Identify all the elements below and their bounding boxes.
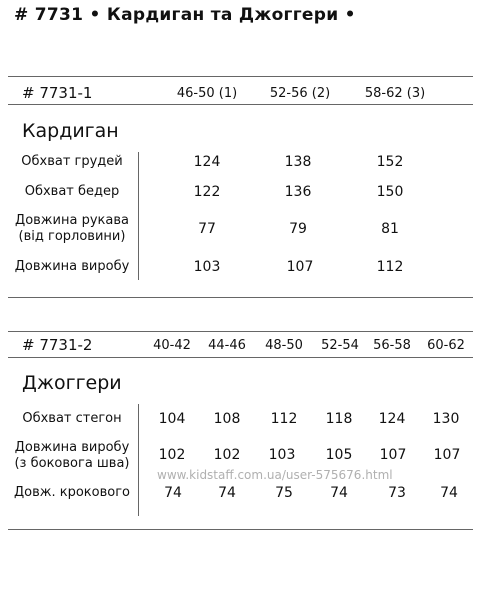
table-cell: 124 (193, 154, 221, 170)
joggers-size-header: 52-54 (321, 338, 359, 353)
table-cell: 150 (376, 184, 404, 200)
table-cell: 103 (193, 259, 221, 275)
table-cell: 152 (376, 154, 404, 170)
row-label-inseam: Довж. крокового (13, 485, 131, 500)
cardigan-code: # 7731-1 (22, 84, 93, 102)
table-cell: 73 (388, 485, 406, 501)
cardigan-section-title: Кардиган (22, 120, 119, 142)
table-cell: 77 (198, 221, 216, 237)
cardigan-size-header: 46-50 (1) (176, 86, 238, 101)
table-cell: 107 (286, 259, 314, 275)
page-title: # 7731 • Кардиган та Джоггери • (14, 5, 356, 25)
table-rule (8, 104, 473, 105)
table-cell: 130 (432, 411, 460, 427)
cardigan-size-header: 52-56 (2) (269, 86, 331, 101)
table-cell: 107 (433, 447, 461, 463)
table-divider (138, 152, 139, 280)
row-label-thigh: Обхват стегон (22, 411, 122, 426)
table-cell: 112 (270, 411, 298, 427)
joggers-size-header: 44-46 (208, 338, 246, 353)
table-rule (8, 357, 473, 358)
row-label-hips: Обхват бедер (24, 184, 120, 199)
table-cell: 136 (284, 184, 312, 200)
table-cell: 103 (268, 447, 296, 463)
joggers-section-title: Джоггери (22, 372, 122, 394)
table-cell: 104 (158, 411, 186, 427)
table-cell: 102 (213, 447, 241, 463)
table-divider (138, 404, 139, 516)
table-cell: 74 (330, 485, 348, 501)
joggers-size-header: 60-62 (427, 338, 465, 353)
table-rule-top (8, 76, 473, 77)
table-cell: 81 (381, 221, 399, 237)
table-rule-bottom (8, 529, 473, 530)
row-label-length: Довжина виробу (з боковога шва) (14, 440, 130, 471)
row-label-length: Довжина виробу (14, 259, 130, 274)
table-cell: 105 (325, 447, 353, 463)
table-cell: 107 (379, 447, 407, 463)
table-cell: 74 (218, 485, 236, 501)
table-cell: 138 (284, 154, 312, 170)
table-cell: 108 (213, 411, 241, 427)
table-cell: 75 (275, 485, 293, 501)
table-cell: 112 (376, 259, 404, 275)
table-cell: 102 (158, 447, 186, 463)
table-cell: 74 (440, 485, 458, 501)
joggers-code: # 7731-2 (22, 336, 93, 354)
row-label-sleeve: Довжина рукава (від горловини) (15, 213, 129, 244)
watermark: www.kidstaff.com.ua/user-575676.html (157, 468, 393, 482)
table-rule-bottom (8, 297, 473, 298)
joggers-size-header: 56-58 (373, 338, 411, 353)
table-cell: 118 (325, 411, 353, 427)
table-cell: 79 (289, 221, 307, 237)
cardigan-size-header: 58-62 (3) (364, 86, 426, 101)
table-cell: 122 (193, 184, 221, 200)
row-label-chest: Обхват грудей (21, 154, 123, 169)
joggers-size-header: 40-42 (153, 338, 191, 353)
table-cell: 74 (164, 485, 182, 501)
joggers-size-header: 48-50 (265, 338, 303, 353)
table-cell: 124 (378, 411, 406, 427)
table-rule-top (8, 331, 473, 332)
